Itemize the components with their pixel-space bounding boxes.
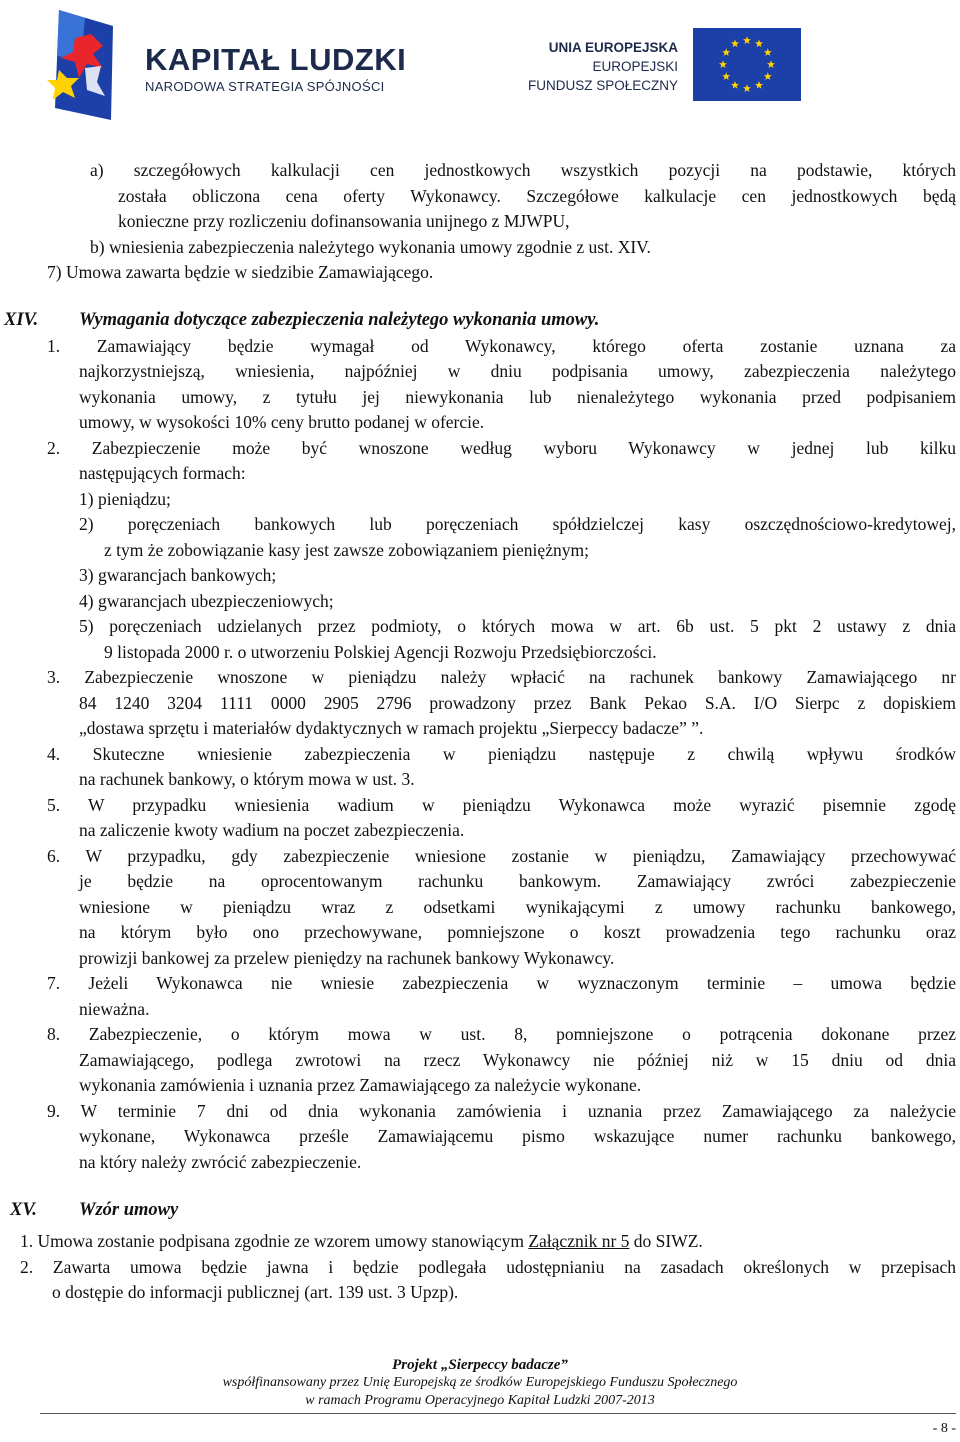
ue-line2: EUROPEJSKI [592, 59, 678, 74]
text-line: 9. W terminie 7 dni od dnia wykonania zamówienia i uznania przez Zamawiającego za należycie [47, 1100, 956, 1121]
text-line: 2) poręczeniach bankowych lub poręczeniach spółdzielczej kasy oszczędnościowo-kredytowej, [79, 514, 956, 534]
text-line: wykonania zamówienia i uznania przez Zamawiającego za należycie wykonane. [79, 1075, 642, 1095]
text-line: 2. Zabezpieczenie może być wnoszone według wyboru Wykonawcy w jednej lub kilku [47, 437, 956, 458]
section-number-xv: XV. [10, 1200, 37, 1220]
text-line: wykonania umowy, z tytułu jej niewykonania lub nienależytego wykonania przed podpisaniem [79, 386, 956, 407]
text-line: została obliczona cena oferty Wykonawcy. Szczegółowe kalkulacje cen jednostkowych będą [118, 185, 956, 206]
text-line: prowizji bankowej za przelew pieniędzy na rachunek bankowy Wykonawcy. [79, 947, 615, 968]
text-line: 2. Zawarta umowa będzie jawna i będzie podlegała udostępnianiu na zasadach określonych w przepisach [20, 1256, 956, 1277]
text-line: 6. W przypadku, gdy zabezpieczenie wniesione zostanie w pieniądzu, Zamawiający przechowywać [47, 845, 956, 866]
kl-title: KAPITAŁ LUDZKI [145, 42, 407, 77]
text-line: konieczne przy rozliczeniu dofinansowania unijnego z MJWPU, [118, 211, 570, 231]
text-line: na zaliczenie kwoty wadium na poczet zabezpieczenia. [79, 820, 465, 840]
section-title-xiv: Wymagania dotyczące zabezpieczenia należytego wykonania umowy. [79, 310, 600, 330]
kapital-ludzki-logo-icon [45, 8, 117, 120]
eu-flag-icon [693, 28, 801, 101]
page-footer [0, 1356, 960, 1410]
text-line: 8. Zabezpieczenie, o którym mowa w ust. 8, pomniejszone o potrącenia dokonane przez [47, 1024, 956, 1044]
text-line: nieważna. [79, 998, 150, 1019]
text-line: 5. W przypadku wniesienia wadium w pieniądzu Wykonawca może wyrazić pisemnie zgodę [47, 794, 956, 815]
text-line: 5) poręczeniach udzielanych przez podmioty, o których mowa w art. 6b ust. 5 pkt 2 ustawy z dnia [79, 616, 956, 636]
text-line: je będzie na oprocentowanym rachunku bankowym. Zamawiający zwróci zabezpieczenie [79, 871, 956, 891]
text-line: 7) Umowa zawarta będzie w siedzibie Zamawiającego. [47, 262, 434, 282]
text-line: 4. Skuteczne wniesienie zabezpieczenia w pieniądzu następuje z chwilą wpływu środków [47, 743, 956, 764]
footer-line2: współfinansowany przez Unię Europejską ze środków Europejskiego Funduszu Społecznego [222, 1375, 738, 1390]
text-line: umowy, w wysokości 10% ceny brutto podanej w ofercie. [79, 412, 485, 432]
text-line: na rachunek bankowy, o którym mowa w ust. 3. [79, 769, 415, 789]
text-line: „dostawa sprzętu i materiałów dydaktycznych w ramach projektu „Sierpeccy badacze” ”. [79, 718, 704, 738]
footer-line3: w ramach Programu Operacyjnego Kapitał Ludzki 2007-2013 [305, 1393, 655, 1408]
text-line: 9 listopada 2000 r. o utworzeniu Polskiej Agencji Rozwoju Przedsiębiorczości. [104, 641, 657, 662]
text-line: o dostępie do informacji publicznej (art. 139 ust. 3 Upzp). [52, 1282, 459, 1302]
ue-line3: FUNDUSZ SPOŁECZNY [527, 78, 678, 93]
text-line: 3) gwarancjach bankowych; [79, 565, 277, 585]
ue-line1: UNIA EUROPEJSKA [548, 40, 678, 55]
footer-project: Projekt „Sierpeccy badacze” [392, 1357, 568, 1373]
attachment-link[interactable]: Załącznik nr 5 [528, 1231, 630, 1251]
text-line: 1. Zamawiający będzie wymagał od Wykonawcy, którego oferta zostanie uznana za [47, 335, 956, 356]
text-line: 1. Umowa zostanie podpisana zgodnie ze wzorem umowy stanowiącym Załącznik nr 5 do SIWZ. [20, 1231, 703, 1251]
text-line: Zamawiającego, podlega zwrotowi na rzecz Wykonawcy nie później niż w 15 dniu od dnia [79, 1049, 956, 1070]
kl-subtitle: NARODOWA STRATEGIA SPÓJNOŚCI [145, 79, 385, 94]
text-line: 84 1240 3204 1111 0000 2905 2796 prowadzony przez Bank Pekao S.A. I/O Sierpc z dopiskiem [79, 692, 956, 713]
section-title-xv: Wzór umowy [79, 1200, 179, 1220]
text-line: b) wniesienia zabezpieczenia należytego wykonania umowy zgodnie z ust. XIV. [90, 236, 651, 257]
text-line: najkorzystniejszą, wniesienia, najpóźniej w dniu podpisania umowy, zabezpieczenia należytego [79, 361, 956, 381]
text-line: na który należy zwrócić zabezpieczenie. [79, 1151, 362, 1172]
page-number: - 8 - [932, 1421, 956, 1436]
text-line: na którym było ono przechowywane, pomniejszone o koszt prowadzenia tego rachunku oraz [79, 922, 956, 942]
text-line: 4) gwarancjach ubezpieczeniowych; [79, 590, 334, 611]
text-line: wniesione w pieniądzu wraz z odsetkami wynikającymi z umowy rachunku bankowego, [79, 896, 956, 917]
text-line: 7. Jeżeli Wykonawca nie wniesie zabezpieczenia w wyznaczonym terminie – umowa będzie [47, 973, 956, 993]
section-number-xiv: XIV. [4, 310, 39, 330]
text-line: wykonane, Wykonawca prześle Zamawiającemu pismo wskazujące numer rachunku bankowego, [79, 1126, 956, 1146]
text-line: 1) pieniądzu; [79, 488, 171, 509]
ue-text [520, 38, 678, 95]
text-line: a) szczegółowych kalkulacji cen jednostkowych wszystkich pozycji na podstawie, których [90, 160, 956, 180]
text-line: 3. Zabezpieczenie wnoszone w pieniądzu należy wpłacić na rachunek bankowy Zamawiającego nr [47, 667, 956, 687]
page-header [0, 0, 960, 130]
footer-divider [40, 1413, 956, 1414]
text-line: następujących formach: [79, 463, 246, 483]
text-line: z tym że zobowiązanie kasy jest zawsze zobowiązaniem pieniężnym; [104, 539, 589, 560]
